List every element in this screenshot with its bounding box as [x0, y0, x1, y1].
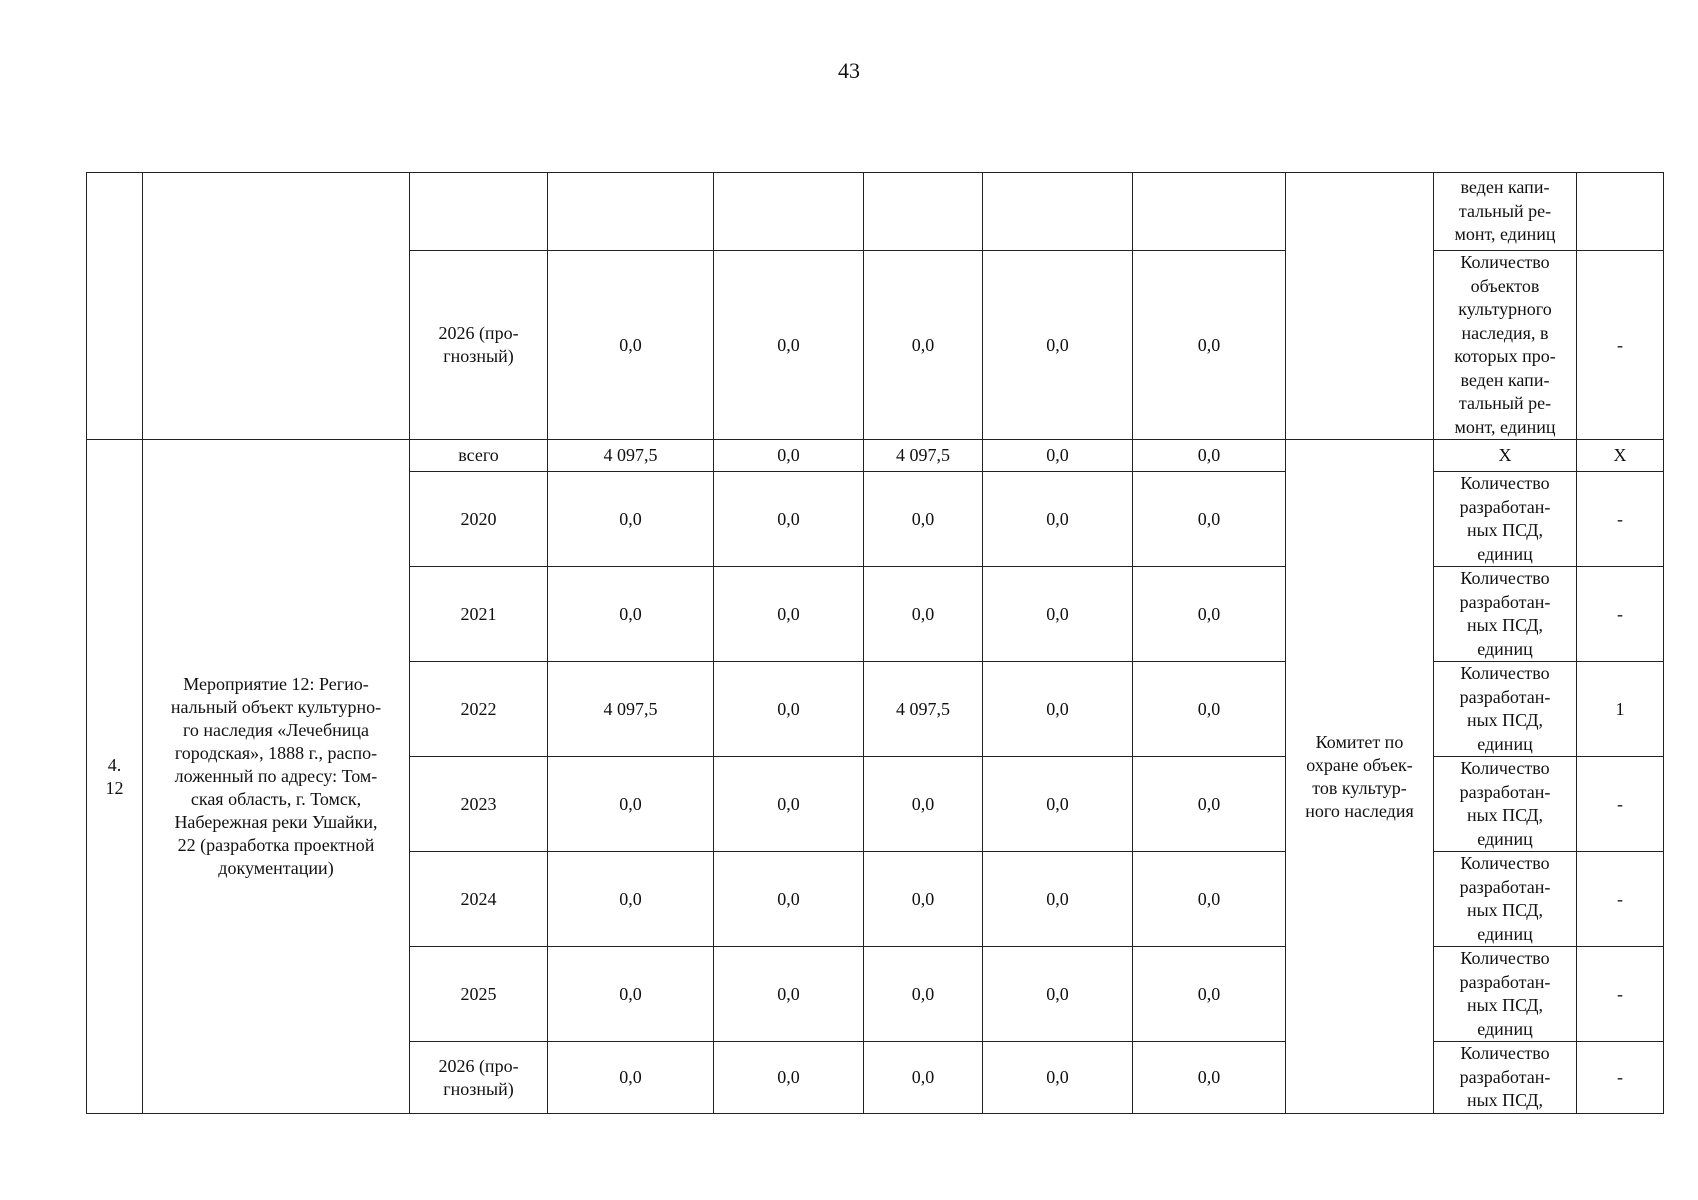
cell-value-empty: [714, 173, 864, 251]
value-cell: 0,0: [983, 1042, 1133, 1114]
value-cell: 0,0: [714, 251, 864, 440]
indicator-value-cell: 1: [1577, 662, 1664, 757]
budget-table: [86, 172, 1664, 1114]
value-cell: 0,0: [864, 472, 983, 567]
page-number: 43: [838, 58, 860, 83]
value-cell: 0,0: [983, 662, 1133, 757]
indicator-value-cell: Х: [1577, 440, 1664, 472]
indicator-value-empty: [1577, 173, 1664, 251]
measure-number: 4. 12: [87, 440, 143, 1114]
indicator-cell: Количество разработан- ных ПСД, единиц: [1434, 472, 1577, 567]
value-cell: 0,0: [548, 1042, 714, 1114]
indicator-cell: Количество разработан- ных ПСД, единиц: [1434, 947, 1577, 1042]
continuation-row-top: [87, 173, 1664, 251]
indicator-cell: Количество объектов культурного наследия, в которых про- веден капи- тальный ре- монт, единиц: [1434, 251, 1577, 440]
cell-period-empty: [410, 173, 548, 251]
value-cell: 0,0: [714, 757, 864, 852]
period-cell: 2026 (про- гнозный): [410, 1042, 548, 1114]
cell-agency-continued: [1286, 173, 1434, 440]
indicator-value-cell: -: [1577, 251, 1664, 440]
value-cell: 0,0: [983, 947, 1133, 1042]
indicator-continued-text: веден капи- тальный ре- монт, единиц: [1434, 173, 1577, 251]
value-cell: 0,0: [548, 852, 714, 947]
cell-name-continued: [143, 173, 410, 440]
value-cell: 0,0: [714, 1042, 864, 1114]
value-cell: 0,0: [1133, 852, 1286, 947]
indicator-cell: Количество разработан- ных ПСД, единиц: [1434, 567, 1577, 662]
indicator-value-cell: -: [1577, 852, 1664, 947]
indicator-value-cell: -: [1577, 1042, 1664, 1114]
indicator-value-cell: -: [1577, 757, 1664, 852]
value-cell: 0,0: [1133, 662, 1286, 757]
responsible-agency: Комитет по охране объек- тов культур- ного наследия: [1286, 440, 1434, 1114]
value-cell: 0,0: [714, 852, 864, 947]
indicator-cell: Х: [1434, 440, 1577, 472]
indicator-value-cell: -: [1577, 567, 1664, 662]
value-cell: 0,0: [714, 440, 864, 472]
value-cell: 0,0: [1133, 472, 1286, 567]
value-cell: 0,0: [864, 757, 983, 852]
value-cell: 0,0: [1133, 567, 1286, 662]
cell-value-empty: [864, 173, 983, 251]
value-cell: 4 097,5: [548, 662, 714, 757]
period-cell: 2020: [410, 472, 548, 567]
value-cell: 0,0: [864, 852, 983, 947]
value-cell: 0,0: [714, 472, 864, 567]
cell-value-empty: [548, 173, 714, 251]
value-cell: 0,0: [864, 947, 983, 1042]
period-cell: 2021: [410, 567, 548, 662]
value-cell: 0,0: [548, 472, 714, 567]
cell-value-empty: [1133, 173, 1286, 251]
cell-value-empty: [983, 173, 1133, 251]
value-cell: 4 097,5: [864, 440, 983, 472]
value-cell: 0,0: [983, 472, 1133, 567]
value-cell: 0,0: [714, 662, 864, 757]
value-cell: 0,0: [714, 567, 864, 662]
value-cell: 0,0: [1133, 757, 1286, 852]
value-cell: 0,0: [548, 757, 714, 852]
value-cell: 0,0: [983, 251, 1133, 440]
value-cell: 0,0: [864, 567, 983, 662]
indicator-cell: Количество разработан- ных ПСД, единиц: [1434, 852, 1577, 947]
value-cell: 0,0: [864, 1042, 983, 1114]
period-cell: 2026 (про- гнозный): [410, 251, 548, 440]
indicator-cell: Количество разработан- ных ПСД,: [1434, 1042, 1577, 1114]
value-cell: 0,0: [983, 852, 1133, 947]
measure-total-row: [87, 440, 1664, 472]
indicator-value-cell: -: [1577, 947, 1664, 1042]
period-cell: всего: [410, 440, 548, 472]
value-cell: 0,0: [1133, 251, 1286, 440]
table-body: [87, 173, 1664, 1114]
indicator-cell: Количество разработан- ных ПСД, единиц: [1434, 662, 1577, 757]
period-cell: 2025: [410, 947, 548, 1042]
period-cell: 2023: [410, 757, 548, 852]
value-cell: 0,0: [1133, 440, 1286, 472]
value-cell: 4 097,5: [864, 662, 983, 757]
value-cell: 0,0: [983, 440, 1133, 472]
period-cell: 2022: [410, 662, 548, 757]
value-cell: 4 097,5: [548, 440, 714, 472]
value-cell: 0,0: [714, 947, 864, 1042]
cell-number-continued: [87, 173, 143, 440]
measure-name: Мероприятие 12: Регио- нальный объект культурно- го наследия «Лечебница городская», 1888 г., распо- ложенный по адресу: Том- ская область, г. Томск, Набережная реки Ушайки, 22 (разработка проектной документации): [143, 440, 410, 1114]
value-cell: 0,0: [1133, 1042, 1286, 1114]
value-cell: 0,0: [548, 947, 714, 1042]
value-cell: 0,0: [983, 757, 1133, 852]
indicator-cell: Количество разработан- ных ПСД, единиц: [1434, 757, 1577, 852]
value-cell: 0,0: [1133, 947, 1286, 1042]
value-cell: 0,0: [548, 567, 714, 662]
indicator-value-cell: -: [1577, 472, 1664, 567]
value-cell: 0,0: [983, 567, 1133, 662]
value-cell: 0,0: [864, 251, 983, 440]
value-cell: 0,0: [548, 251, 714, 440]
period-cell: 2024: [410, 852, 548, 947]
